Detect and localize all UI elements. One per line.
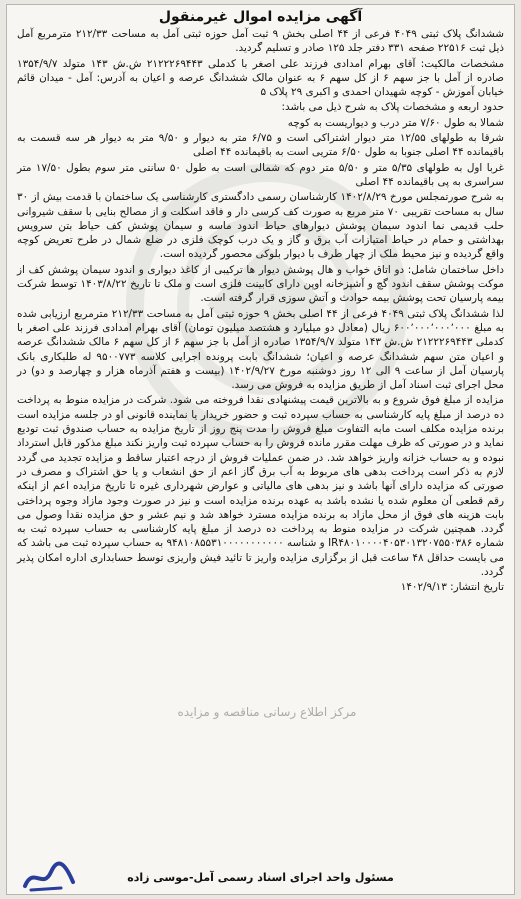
paragraph-west-boundary: غربا اول به طولهای ۵/۳۵ متر و ۵/۵۰ متر دوم که شمالی است به طول ۵۰ سانتی متر سوم بطول ۱۷/۵۰ متر سراسری به پی باقیمانده ۴۴ اصلی (17, 161, 504, 188)
notice-body (7, 27, 514, 579)
paragraph-valuation: لذا ششدانگ پلاک ثبتی ۴۰۴۹ فرعی از ۴۴ اصلی بخش ۹ حوزه ثبتی آمل به مساحت ۲۱۲/۳۳ مترمربع ارزیابی شده به مبلغ ۶۰۰٬۰۰۰٬۰۰۰٬۰۰۰ ریال (معادل دو میلیارد و هشتصد میلیون تومان) آقای بهرام امدادی فرزند علی اصغر با کدملی ۲۱۲۲۲۶۹۴۴۳ ش.ش ۱۴۳ متولد ۱۳۵۴/۹/۷ صادره از آمل با جز سهم ۶ از کل سهم ۶ مالک ششدانگ عرصه و اعیان متن سهم ششدانگ عرصه و اعیان؛ ششدانگ بابت پرونده اجرایی کلاسه ۹۵۰۰۷۷۳ له طلبکاری بانک پارسیان آمل از ساعت ۹ الی ۱۲ روز دوشنبه مورخ ۱۴۰۲/۹/۲۷ (بیست و هفتم آذرماه هزار و چهارصد و دو) در محل اجرای ثبت اسناد آمل از طریق مزایده به فروش می رسد. (17, 307, 505, 392)
paragraph-east-boundary: شرقا به طولهای ۱۲/۵۵ متر دیوار اشتراکی است و ۶/۷۵ متر به دیوار و ۹/۵۰ متر به دیوار هر سه قسمت به باقیمانده ۴۴ اصلی جنوبا به طول ۶/۵۰ متریی است به باقیمانده ۴۴ اصلی (17, 132, 505, 159)
signature-line: مسئول واحد اجرای اسناد رسمی آمل-موسی زاده (127, 871, 394, 884)
paragraph-terms: مزایده از مبلغ فوق شروع و به بالاترین قیمت پیشنهادی نقدا فروخته می شود. شرکت در مزایده منوط به پرداخت ده درصد از مبلغ پایه کارشناسی به حساب سپرده ثبت و حضور خریدار یا نماینده قانونی او در جلسه مزایده است برنده مزایده مکلف است مابه التفاوت مبلغ فروش را مدت پنج روز از تاریخ مزایده به حساب صندوق ثبت تودیع نماید و در صورتی که ظرف مهلت مقرر مانده فروش را به حساب سپرده ثبت واریز نکند مبلغ مذکور قابل استرداد نبوده و به حساب خزانه واریز خواهد شد. در ضمن عملیات فروش از درجه اعتبار ساقط و مزایده تجدید می گردد لازم به ذکر است پرداخت بدهی های مربوط به آب برق گاز اعم از حق انشعاب و یا حق اشتراک و مصرف در صورتی که مزایده دارای آنها باشد و نیز بدهی های مالیاتی و عوارض شهرداری غیره تا تاریخ مزایده اعم از اینکه رقم قطعی آن معلوم شده یا نشده باشد به عهده برنده مزایده است و نیز در صورت وجود مازاد وجوه پرداختی بابت هزینه های فوق از محل مازاد به برنده مزایده مسترد خواهد شد و نیم عشر و حق مزایده نقدا وصول می گردد. همچنین شرکت در مزایده منوط به پرداخت ده درصد از مبلغ پایه کارشناسی به حساب سپرده ثبت به شماره IR۴۸۰۱۰۰۰۰۴۰۵۳۰۱۳۲۰۷۵۵۰۳۸۶ و شناسه ۹۴۸۱۰۸۵۵۳۱۰۰۰۰۰۰۰۰۰۰۰ به حساب سپرده ثبت می باشد که می بایست حداقل ۴۸ ساعت قبل از برگزاری مزایده واریز تا تائید فیش واریزی توسط حسابداری اداره امکان پذیر گردد. (17, 394, 504, 578)
paragraph-expert-report: به شرح صورتمجلس مورخ ۱۴۰۲/۸/۲۹ کارشناسان رسمی دادگستری کارشناسی یک ساختمان با قدمت بیش از ۳۰ سال به مساحت تقریبی ۷۰ متر مربع به صورت کف کرسی دار و فاقد اسکلت و از مصالح بنایی با سقف شیروانی حلب قدیمی نما اندود سیمان پوشش دیوارهای حیاط اندود ماسه و سیمان پوشش کف حیاط بتن سرویس بهداشتی و حمام در حیاط امتیازات آب برق و گاز و یک درب کوچک فلزی در ضلع شمال در طرح تعریض کوچه واقع گردیده و نیز محیط ملک از چهار طرف با دیوار بلوکی محصور گردیده است. (17, 191, 504, 261)
notice-title: آگهی مزایده اموال غیرمنقول (158, 9, 363, 25)
newspaper-clipping (6, 4, 515, 895)
ink-mark-icon (21, 860, 77, 894)
paragraph-ownership: مشخصات مالکیت: آقای بهرام امدادی فرزند علی اصغر با کدملی ۲۱۲۲۲۶۹۴۴۳ ش.ش ۱۴۳ متولد ۱۳۵۴/۹/۷ صادره از آمل با جز سهم ۶ از کل سهم ۶ به عنوان مالک ششدانگ عرصه و اعیان به آدرس: آمل - میدان قائم خیابان آموزش - کوچه شهیدان احمدی و اکبری ۲۹ پلاک ۵ (17, 57, 505, 99)
paragraph-boundaries-intro: حدود اربعه و مشخصات پلاک به شرح ذیل می باشد: (281, 101, 504, 114)
paragraph-north-boundary: شمالا به طول ۷/۶۰ متر درب و دیواریست به کوچه (287, 116, 504, 129)
paragraph-plate: ششدانگ پلاک ثبتی ۴۰۴۹ فرعی از ۴۴ اصلی بخش ۹ ثبت آمل حوزه ثبتی آمل به مساحت ۲۱۲/۳۳ مترمربع آمل ذیل ثبت ۲۲۵۱۶ صفحه ۳۳۱ دفتر جلد ۱۲۵ صادر و تسلیم گردید. (17, 28, 504, 55)
publish-date: تاریخ انتشار: ۱۴۰۲/۹/۱۳ (400, 581, 504, 594)
paragraph-interior: داخل ساختمان شامل: دو اتاق خواب و هال پوشش دیوار ها ترکیبی از کاغذ دیواری و اندود سیمان پوشش کف از موکت پوشش سقف اندود گچ و آشپزخانه اوپن دارای کابینت فلزی است و ملک تا تاریخ ۱۴۰۳/۸/۲۲ توسط شرکت بیمه پارسیان تحت پوشش بیمه حوادث و آتش سوزی قرار گرفته است. (17, 263, 504, 305)
watermark-caption: مرکز اطلاع رسانی مناقصه و مزایده (177, 705, 357, 719)
